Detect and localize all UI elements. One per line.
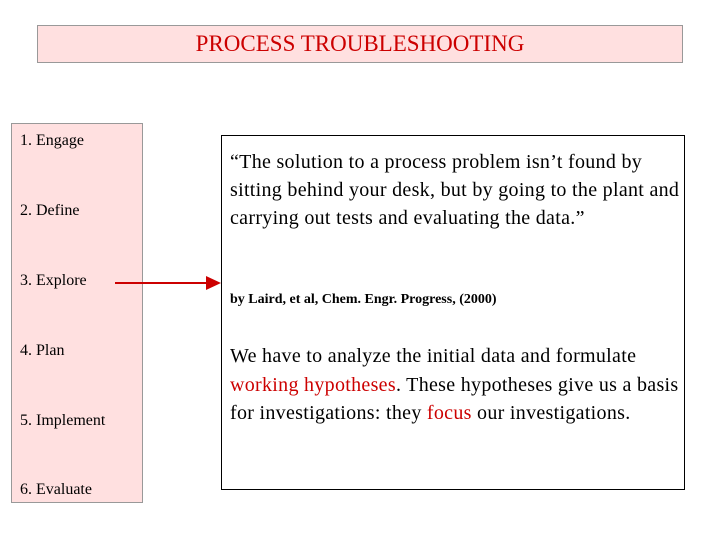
content-panel [221,135,685,490]
body-part-3: our investigations. [471,402,631,424]
step-plan: 4. Plan [20,342,65,359]
highlight-working-hypotheses: working hypotheses [230,373,396,396]
quote-text: “The solution to a process problem isn’t found by sitting behind your desk, but by going to the plant and carrying out tests and evaluating the data.” [230,151,680,229]
page-title: PROCESS TROUBLESHOOTING [195,31,525,56]
highlight-focus: focus [426,402,472,424]
arrow-head [206,276,221,290]
body-paragraph [230,342,682,428]
citation-text: by Laird, et al, Chem. Engr. Progress, (2000) [230,292,497,307]
body-part-1: We have to analyze the initial data and formulate [230,345,637,367]
body-part-2: . These hypotheses give us a basis for investigations: they [230,373,679,424]
step-explore: 3. Explore [20,272,87,289]
step-engage: 1. Engage [20,132,84,149]
step-define: 2. Define [20,202,80,219]
step-evaluate: 6. Evaluate [20,481,92,498]
step-implement: 5. Implement [20,412,106,429]
